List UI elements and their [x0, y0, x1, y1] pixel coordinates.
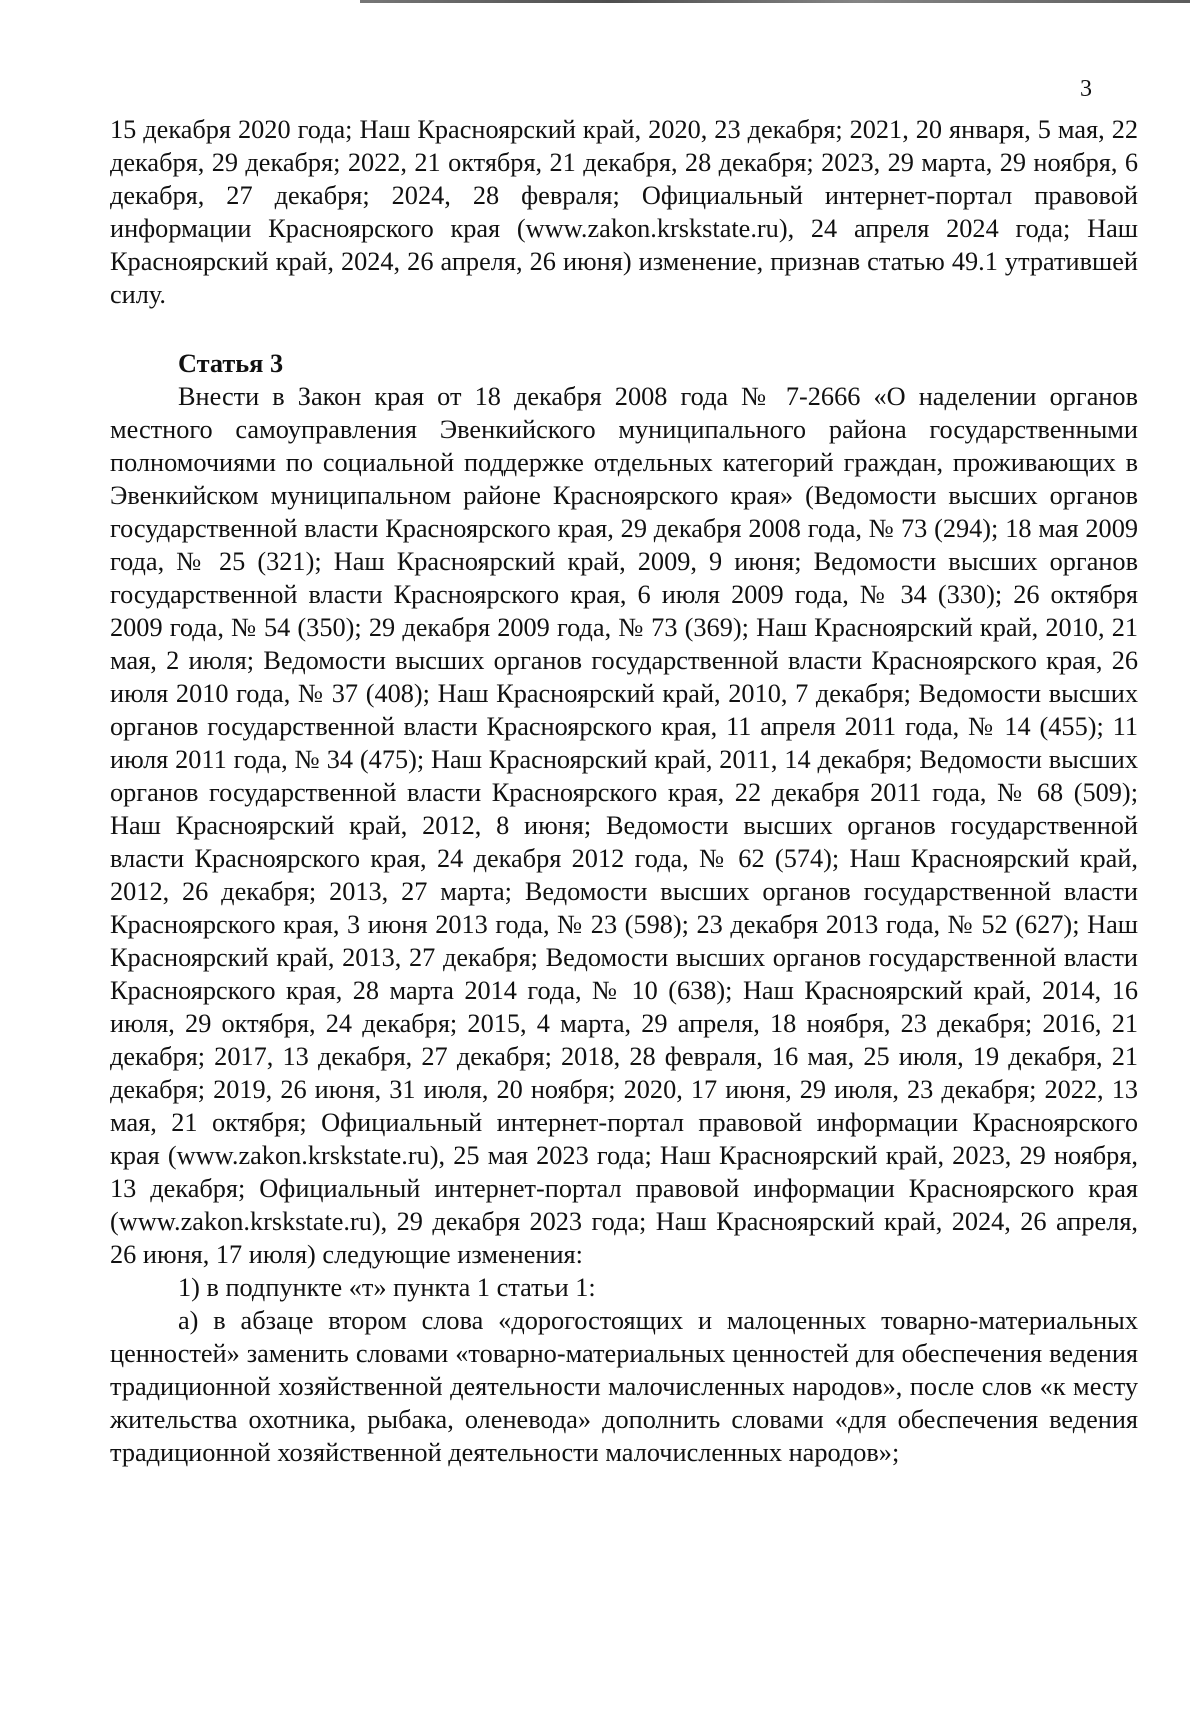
article-heading: Статья 3 — [178, 349, 284, 378]
continuation-paragraph: 15 декабря 2020 года; Наш Красноярский край, 2020, 23 декабря; 2021, 20 января, 5 мая, 22 декабря, 29 декабря; 2022, 21 октября, 21 декабря, 28 декабря; 2023, 29 марта, 29 ноября, 6 декабря, 27 декабря; 2024, 28 февраля; Официальный интернет-портал правовой информации Красноярского края (www.zakon.krskstate.ru), 24 апреля 2024 года; Наш Красноярский край, 2024, 26 апреля, 26 июня) изменение, признав статью 49.1 утратившей силу. — [110, 115, 1138, 309]
scan-edge-artifact — [360, 0, 1190, 3]
amendment-item-1: 1) в подпункте «т» пункта 1 статьи 1: — [178, 1273, 596, 1302]
page-number: 3 — [1080, 76, 1092, 102]
amendment-subitem-a: а) в абзаце втором слова «дорогостоящих и малоценных товарно-материальных ценностей» заменить словами «товарно-материальных ценностей для обеспечения ведения традиционной хозяйственной деятельности малочисленных народов», после слов «к месту жительства охотника, рыбака, оленевода» дополнить словами «для обеспечения ведения традиционной хозяйственной деятельности малочисленных народов»; — [110, 1306, 1138, 1467]
article-intro-paragraph: Внести в Закон края от 18 декабря 2008 года № 7-2666 «О наделении органов местного самоуправления Эвенкийского муниципального района государственными полномочиями по социальной поддержке отдельных категорий граждан, проживающих в Эвенкийском муниципальном районе Красноярского края» (Ведомости высших органов государственной власти Красноярского края, 29 декабря 2008 года, № 73 (294); 18 мая 2009 года, № 25 (321); Наш Красноярский край, 2009, 9 июня; Ведомости высших органов государственной власти Красноярского края, 6 июля 2009 года, № 34 (330); 26 октября 2009 года, № 54 (350); 29 декабря 2009 года, № 73 (369); Наш Красноярский край, 2010, 21 мая, 2 июля; Ведомости высших органов государственной власти Красноярского края, 26 июля 2010 года, № 37 (408); Наш Красноярский край, 2010, 7 декабря; Ведомости высших органов государственной власти Красноярского края, 11 апреля 2011 года, № 14 (455); 11 июля 2011 года, № 34 (475); Наш Красноярский край, 2011, 14 декабря; Ведомости высших органов государственной власти Красноярского края, 22 декабря 2011 года, № 68 (509); Наш Красноярский край, 2012, 8 июня; Ведомости высших органов государственной власти Красноярского края, 24 декабря 2012 года, № 62 (574); Наш Красноярский край, 2012, 26 декабря; 2013, 27 марта; Ведомости высших органов государственной власти Красноярского края, 3 июня 2013 года, № 23 (598); 23 декабря 2013 года, № 52 (627); Наш Красноярский край, 2013, 27 декабря; Ведомости высших органов государственной власти Красноярского края, 28 марта 2014 года, № 10 (638); Наш Красноярский край, 2014, 16 июля, 29 октября, 24 декабря; 2015, 4 марта, 29 апреля, 18 ноября, 23 декабря; 2016, 21 декабря; 2017, 13 декабря, 27 декабря; 2018, 28 февраля, 16 мая, 25 июля, 19 декабря, 21 декабря; 2019, 26 июня, 31 июля, 20 ноября; 2020, 17 июня, 29 июля, 23 декабря; 2022, 13 мая, 21 октября; Официальный интернет-портал правовой информации Красноярского края (www.zakon.krskstate.ru), 25 мая 2023 года; Наш Красноярский край, 2023, 29 ноября, 13 декабря; Официальный интернет-портал правовой информации Красноярского края (www.zakon.krskstate.ru), 29 декабря 2023 года; Наш Красноярский край, 2024, 26 апреля, 26 июня, 17 июля) следующие изменения: — [110, 382, 1138, 1269]
document-body — [110, 113, 1138, 1469]
